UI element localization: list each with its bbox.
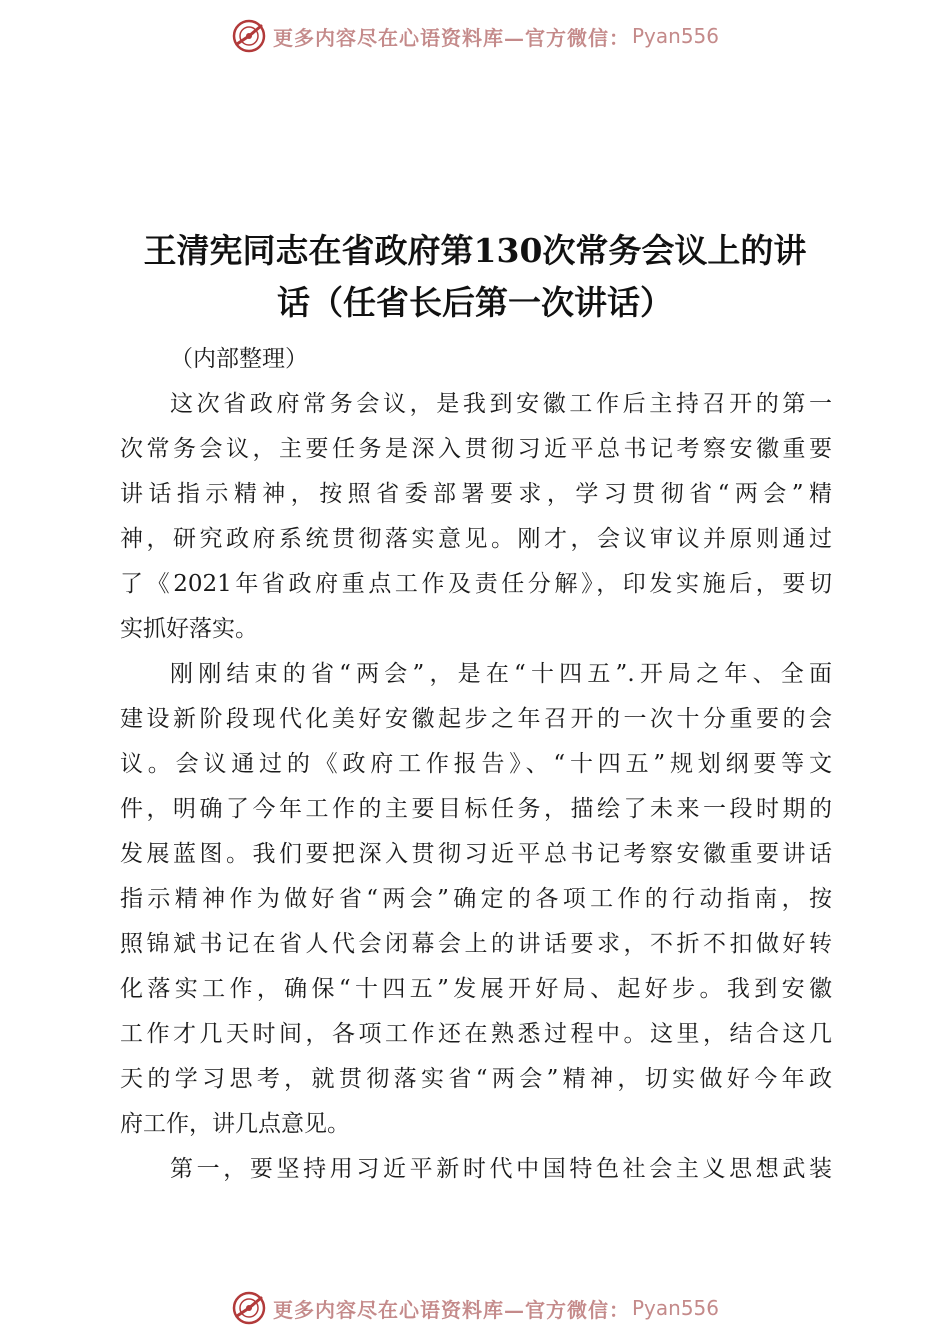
watermark-wechat-id: Pyan556	[631, 24, 719, 48]
body-line: 了《2021年省政府重点工作及责任分解》，印发实施后，要切	[120, 571, 832, 597]
document-title	[100, 225, 850, 329]
watermark-banner-top	[0, 16, 950, 56]
seal-logo-icon	[231, 1290, 267, 1326]
body-line: 指示精神作为做好省“两会”确定的各项工作的行动指南，按	[120, 886, 832, 912]
watermark-banner-bottom	[0, 1288, 950, 1328]
body-line: 刚刚结束的省“两会”，是在“十四五”.开局之年、全面	[170, 661, 832, 687]
title-line-1: 王清宪同志在省政府第130次常务会议上的讲	[143, 231, 807, 270]
body-line: 神，研究政府系统贯彻落实意见。刚才，会议审议并原则通过	[120, 526, 832, 552]
body-line: 议。会议通过的《政府工作报告》、“十四五”规划纲要等文	[120, 751, 832, 777]
body-line: 实抓好落实。	[120, 616, 258, 642]
body-line-note: （内部整理）	[170, 346, 308, 372]
title-line-2: 话（任省长后第一次讲话）	[277, 283, 673, 322]
body-line: 讲话指示精神，按照省委部署要求，学习贯彻省“两会”精	[120, 481, 832, 507]
body-line: 府工作，讲几点意见。	[120, 1111, 350, 1137]
body-line: 照锦斌书记在省人代会闭幕会上的讲话要求，不折不扣做好转	[120, 931, 832, 957]
seal-logo-icon	[231, 18, 267, 54]
body-line: 建设新阶段现代化美好安徽起步之年召开的一次十分重要的会	[120, 706, 832, 732]
document-body	[120, 337, 832, 1192]
body-line: 这次省政府常务会议，是我到安徽工作后主持召开的第一	[170, 391, 832, 417]
body-line: 件，明确了今年工作的主要目标任务，描绘了未来一段时期的	[120, 796, 832, 822]
body-line: 发展蓝图。我们要把深入贯彻习近平总书记考察安徽重要讲话	[120, 841, 832, 867]
watermark-text: 更多内容尽在心语资料库—官方微信：	[272, 25, 630, 50]
body-line: 第一，要坚持用习近平新时代中国特色社会主义思想武装	[170, 1156, 832, 1182]
body-line: 工作才几天时间，各项工作还在熟悉过程中。这里，结合这几	[120, 1021, 832, 1047]
watermark-wechat-id: Pyan556	[631, 1296, 719, 1320]
body-line: 次常务会议，主要任务是深入贯彻习近平总书记考察安徽重要	[120, 436, 832, 462]
watermark-text: 更多内容尽在心语资料库—官方微信：	[272, 1297, 630, 1322]
body-line: 天的学习思考，就贯彻落实省“两会”精神，切实做好今年政	[120, 1066, 832, 1092]
body-line: 化落实工作，确保“十四五”发展开好局、起好步。我到安徽	[120, 976, 832, 1002]
